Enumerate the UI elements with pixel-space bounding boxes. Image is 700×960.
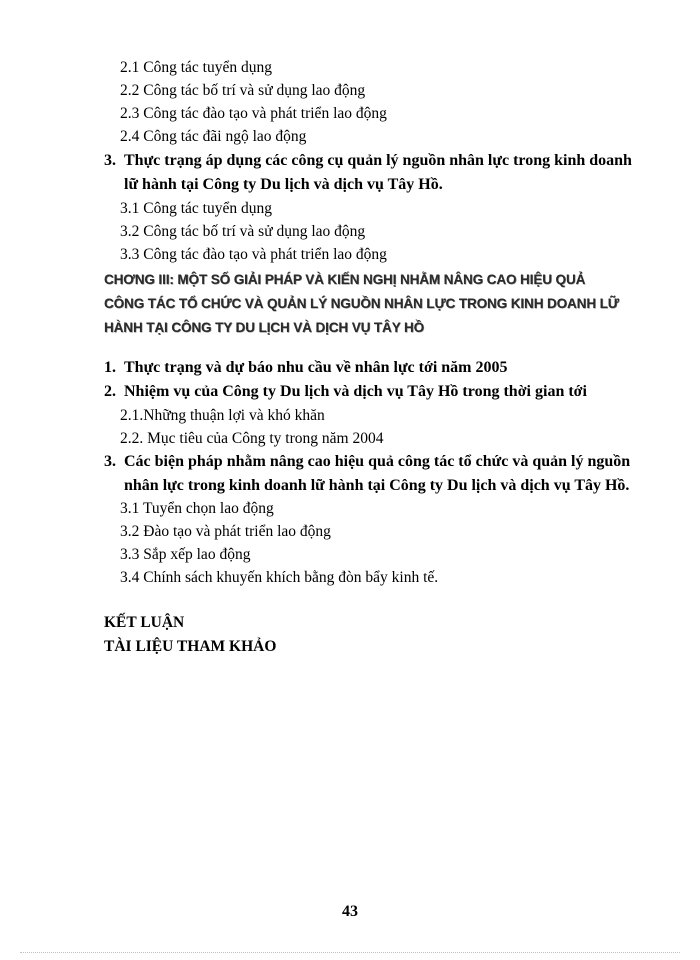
- chapter-3-heading-line3: HÀNH TẠI CÔNG TY DU LỊCH VÀ DỊCH VỤ TÂY HỒ: [104, 320, 425, 335]
- chapter-3-heading-line1: CHƠNG III: MỘT SỐ GIẢI PHÁP VÀ KIẾN NGHỊ NHẰM NÂNG CAO HIỆU QUẢ: [104, 272, 586, 287]
- ch3-section-3-title-line1: Các biện pháp nhằm nâng cao hiệu quả công tác tổ chức và quản lý nguồn: [124, 453, 631, 470]
- toc-item-2-4: 2.4 Công tác đãi ngộ lao động: [120, 128, 307, 145]
- chapter-3-heading: [104, 268, 664, 340]
- ch3-section-3: [104, 452, 630, 472]
- toc-references: TÀI LIỆU THAM KHẢO: [104, 638, 277, 655]
- ch3-section-2: [104, 382, 587, 402]
- ch3-item-3-1: 3.1 Tuyển chọn lao động: [120, 500, 274, 517]
- toc-item-3-2: 3.2 Công tác bố trí và sử dụng lao động: [120, 223, 366, 240]
- toc-item-3-1: 3.1 Công tác tuyển dụng: [120, 200, 272, 217]
- toc-item-3-3: 3.3 Công tác đào tạo và phát triển lao động: [120, 246, 387, 263]
- page-bottom-divider: [20, 952, 680, 953]
- ch3-section-1-title: Thực trạng và dự báo nhu cầu về nhân lực tới năm 2005: [124, 359, 508, 376]
- ch3-item-2-1: 2.1.Những thuận lợi và khó khăn: [120, 407, 325, 424]
- ch3-section-3-title-line2: nhân lực trong kinh doanh lữ hành tại Công ty Du lịch và dịch vụ Tây Hồ.: [124, 477, 630, 494]
- ch3-section-2-title: Nhiệm vụ của Công ty Du lịch và dịch vụ Tây Hồ trong thời gian tới: [124, 383, 587, 400]
- toc-section-3-title-line2: lữ hành tại Công ty Du lịch và dịch vụ Tây Hồ.: [124, 176, 443, 193]
- toc-item-2-3: 2.3 Công tác đào tạo và phát triển lao động: [120, 105, 387, 122]
- toc-item-2-1: 2.1 Công tác tuyển dụng: [120, 59, 272, 76]
- ch3-item-3-4: 3.4 Chính sách khuyến khích bằng đòn bẩy kinh tế.: [120, 569, 439, 586]
- toc-conclusion: KẾT LUẬN: [104, 614, 185, 631]
- ch3-item-3-2: 3.2 Đào tạo và phát triển lao động: [120, 523, 331, 540]
- ch3-section-2-number: 2.: [104, 383, 116, 400]
- page-number: 43: [342, 903, 358, 920]
- ch3-section-3-number: 3.: [104, 453, 116, 470]
- ch3-section-1: [104, 358, 508, 378]
- toc-section-3-number: 3.: [104, 152, 116, 169]
- toc-section-3-title-line1: Thực trạng áp dụng các công cụ quản lý nguồn nhân lực trong kinh doanh: [124, 152, 632, 169]
- ch3-item-3-3: 3.3 Sắp xếp lao động: [120, 546, 251, 563]
- chapter-3-heading-line2: CÔNG TÁC TỔ CHỨC VÀ QUẢN LÝ NGUỒN NHÂN LỰC TRONG KINH DOANH LỮ: [104, 296, 619, 311]
- ch3-section-1-number: 1.: [104, 359, 116, 376]
- toc-section-3-title: [104, 151, 632, 171]
- toc-item-2-2: 2.2 Công tác bố trí và sử dụng lao động: [120, 82, 366, 99]
- ch3-item-2-2: 2.2. Mục tiêu của Công ty trong năm 2004: [120, 430, 384, 447]
